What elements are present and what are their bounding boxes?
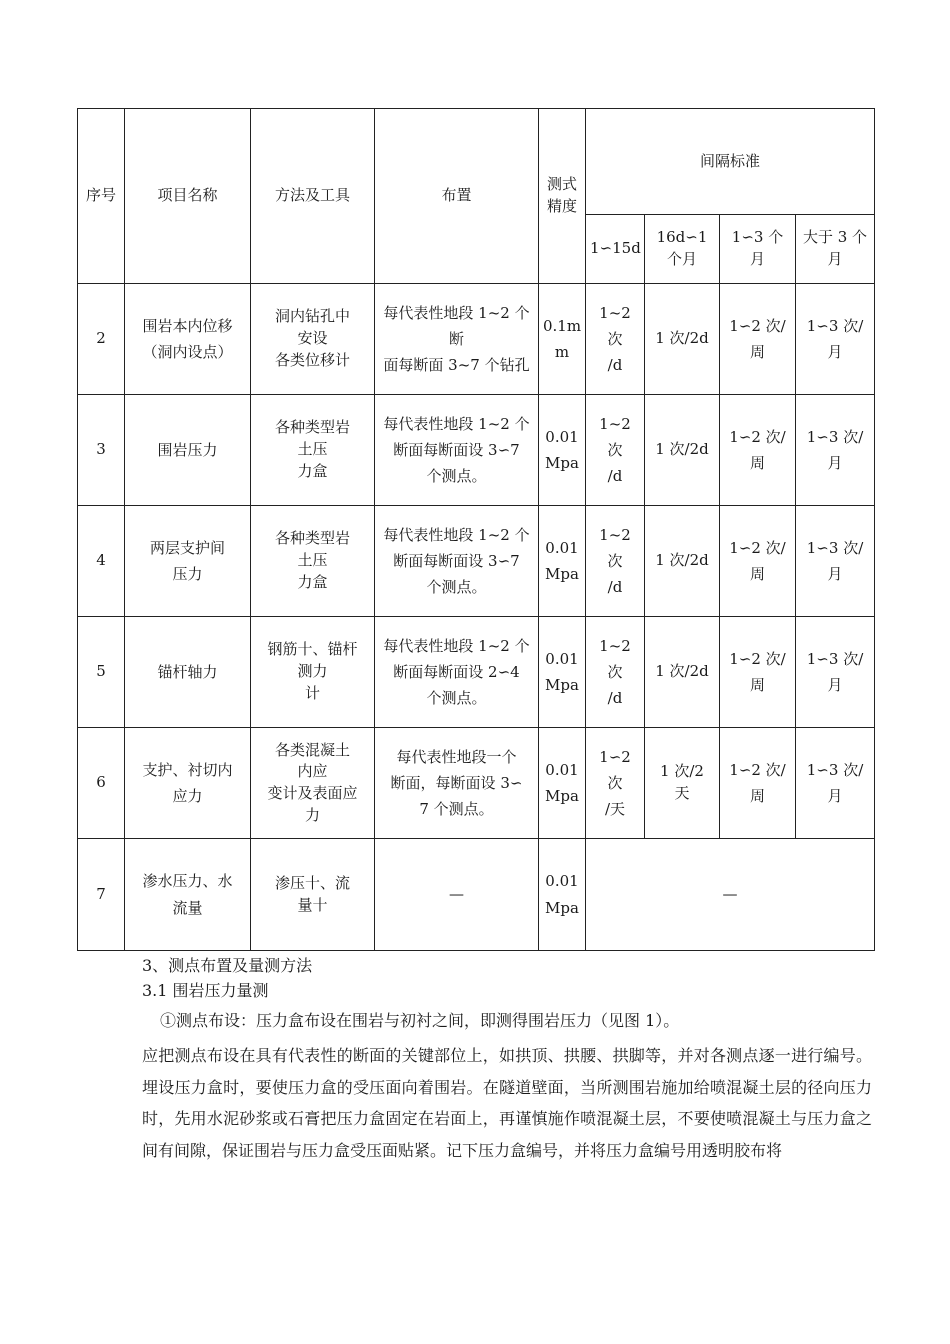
monitoring-table [77, 108, 875, 951]
cell-layout: — [375, 839, 539, 951]
cell-interval-2: 1 次/2d [645, 284, 720, 395]
cell-interval-4: 1∽3 次/ 月 [796, 506, 875, 617]
cell-interval-1: 1~2 次 /d [586, 617, 645, 728]
cell-seq: 7 [78, 839, 125, 951]
table-row [78, 728, 875, 839]
cell-interval-merged: — [586, 839, 875, 951]
header-seq: 序号 [78, 109, 125, 284]
cell-interval-2: 1 次/2d [645, 617, 720, 728]
header-sub-3: 1∽3 个 月 [720, 215, 796, 284]
cell-method: 各种类型岩 土压 力盒 [251, 506, 375, 617]
table-row [78, 506, 875, 617]
cell-interval-2: 1 次/2d [645, 506, 720, 617]
cell-precision: 0.01 Mpa [539, 506, 586, 617]
header-method: 方法及工具 [251, 109, 375, 284]
cell-method: 各种类型岩 土压 力盒 [251, 395, 375, 506]
cell-method: 洞内钻孔中 安设 各类位移计 [251, 284, 375, 395]
cell-method: 钢筋十、锚杆 测力 计 [251, 617, 375, 728]
cell-interval-3: 1∽2 次/ 周 [720, 728, 796, 839]
cell-interval-3: 1∽2 次/ 周 [720, 284, 796, 395]
cell-name: 围岩压力 [125, 395, 251, 506]
header-sub-1: 1∽15d [586, 215, 645, 284]
cell-interval-1: 1~2 次 /d [586, 395, 645, 506]
cell-seq: 5 [78, 617, 125, 728]
cell-interval-3: 1∽2 次/ 周 [720, 506, 796, 617]
cell-interval-1: 1~2 次 /d [586, 506, 645, 617]
cell-name: 锚杆轴力 [125, 617, 251, 728]
cell-interval-4: 1∽3 次/ 月 [796, 395, 875, 506]
header-row [78, 109, 875, 215]
cell-precision: 0.01 Mpa [539, 395, 586, 506]
header-precision: 测式 精度 [539, 109, 586, 284]
table-row [78, 284, 875, 395]
cell-interval-2: 1 次/2d [645, 395, 720, 506]
cell-precision: 0.1m m [539, 284, 586, 395]
cell-precision: 0.01 Mpa [539, 839, 586, 951]
cell-interval-4: 1∽3 次/ 月 [796, 284, 875, 395]
header-interval: 间隔标准 [586, 109, 875, 215]
cell-seq: 6 [78, 728, 125, 839]
table-row [78, 617, 875, 728]
cell-interval-4: 1∽3 次/ 月 [796, 617, 875, 728]
table-row [78, 395, 875, 506]
section-heading: 3、测点布置及量测方法 [142, 956, 313, 975]
cell-seq: 4 [78, 506, 125, 617]
cell-method: 各类混凝土 内应 变计及表面应 力 [251, 728, 375, 839]
cell-name: 支护、衬切内 应力 [125, 728, 251, 839]
cell-precision: 0.01 Mpa [539, 728, 586, 839]
cell-layout: 每代表性地段 1~2 个 断面每断面设 3∽7 个测点。 [375, 506, 539, 617]
cell-layout: 每代表性地段 1~2 个 断面每断面设 3∽7 个测点。 [375, 395, 539, 506]
cell-interval-3: 1∽2 次/ 周 [720, 395, 796, 506]
cell-name: 两层支护间 压力 [125, 506, 251, 617]
cell-interval-1: 1∽2 次 /天 [586, 728, 645, 839]
table-row [78, 839, 875, 951]
layout-item: ①测点布设：压力盒布设在围岩与初衬之间，即测得围岩压力（见图 1）。 [160, 1011, 680, 1030]
header-sub-4: 大于 3 个 月 [796, 215, 875, 284]
cell-method: 渗压十、流 量十 [251, 839, 375, 951]
cell-precision: 0.01 Mpa [539, 617, 586, 728]
section-subheading: 3.1 围岩压力量测 [142, 981, 269, 1000]
header-sub-2: 16d∽1 个月 [645, 215, 720, 284]
cell-layout: 每代表性地段 1~2 个 断面每断面设 2∽4 个测点。 [375, 617, 539, 728]
header-name: 项目名称 [125, 109, 251, 284]
cell-interval-3: 1∽2 次/ 周 [720, 617, 796, 728]
cell-seq: 3 [78, 395, 125, 506]
header-layout: 布置 [375, 109, 539, 284]
cell-layout: 每代表性地段一个 断面，每断面设 3∽ 7 个测点。 [375, 728, 539, 839]
cell-seq: 2 [78, 284, 125, 395]
cell-interval-4: 1∽3 次/ 月 [796, 728, 875, 839]
cell-interval-2: 1 次/2 天 [645, 728, 720, 839]
body-paragraph: 应把测点布设在具有代表性的断面的关键部位上，如拱顶、拱腰、拱脚等，并对各测点逐一进行编号。埋设压力盒时，要使压力盒的受压面向着围岩。在隧道壁面，当所测围岩施加给喷混凝土层的径向压力时，先用水泥砂浆或石膏把压力盒固定在岩面上，再谨慎施作喷混凝土层，不要使喷混凝土与压力盒之间有间隙，保证围岩与压力盒受压面贴紧。记下压力盒编号，并将压力盒编号用透明胶布将 [142, 1046, 872, 1160]
cell-interval-1: 1~2 次 /d [586, 284, 645, 395]
cell-name: 渗水压力、水 流量 [125, 839, 251, 951]
cell-name: 围岩本内位移 （洞内设点） [125, 284, 251, 395]
cell-layout: 每代表性地段 1~2 个 断 面每断面 3~7 个钻孔 [375, 284, 539, 395]
